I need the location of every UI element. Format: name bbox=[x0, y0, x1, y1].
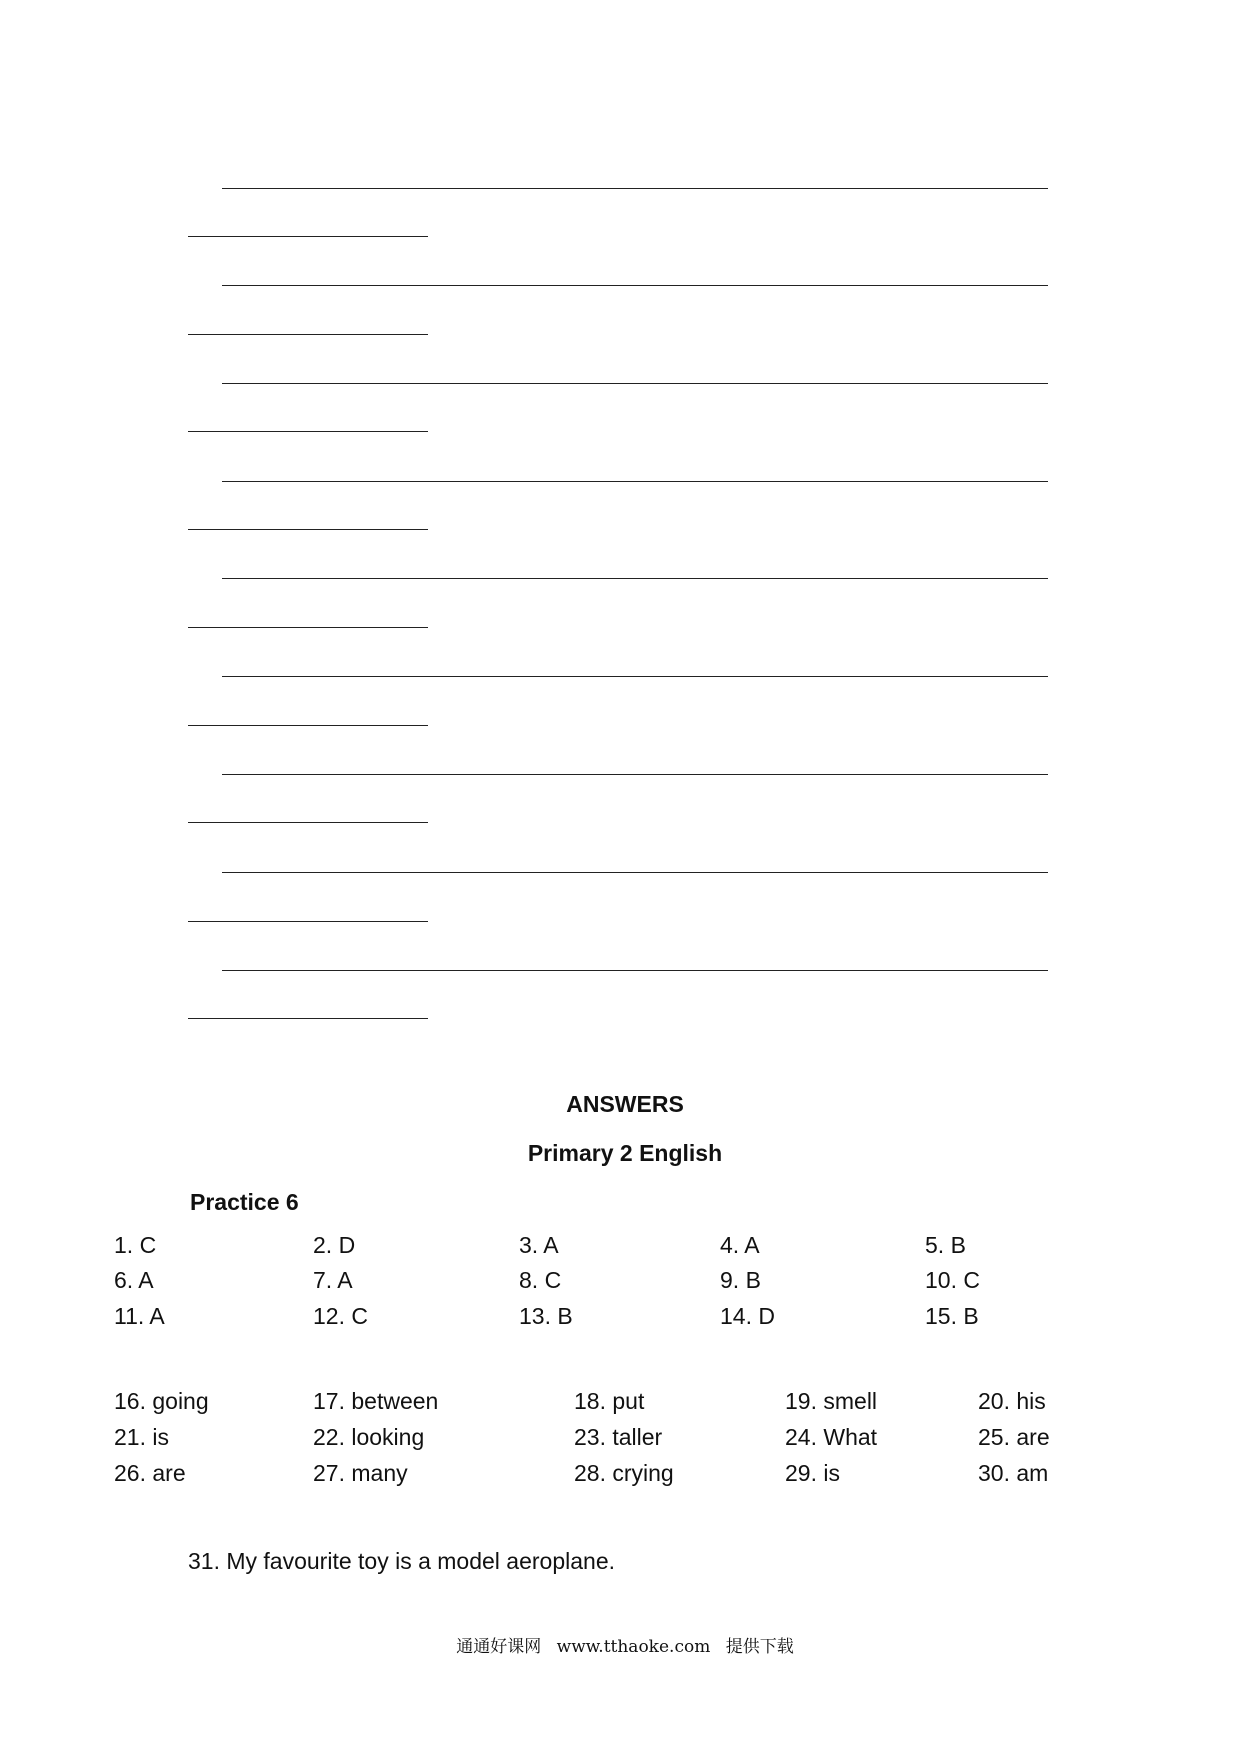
answer-item: 1. C bbox=[114, 1232, 157, 1258]
answer-item: 28. crying bbox=[574, 1460, 674, 1486]
answer-item: 8. C bbox=[519, 1267, 562, 1293]
answer-item: 10. C bbox=[925, 1267, 980, 1293]
writing-line bbox=[188, 822, 428, 823]
answer-item: 25. are bbox=[978, 1424, 1050, 1450]
answer-31: 31. My favourite toy is a model aeroplane. bbox=[188, 1548, 616, 1574]
writing-line bbox=[222, 970, 1048, 971]
practice-label: Practice 6 bbox=[190, 1189, 299, 1215]
answer-item: 15. B bbox=[925, 1303, 979, 1329]
answer-item: 3. A bbox=[519, 1232, 559, 1258]
answer-item: 27. many bbox=[313, 1460, 408, 1486]
writing-line bbox=[188, 627, 428, 628]
answer-item: 22. looking bbox=[313, 1424, 425, 1450]
writing-line bbox=[222, 285, 1048, 286]
writing-line bbox=[222, 578, 1048, 579]
answer-item: 18. put bbox=[574, 1388, 645, 1414]
answer-item: 23. taller bbox=[574, 1424, 663, 1450]
answer-item: 12. C bbox=[313, 1303, 368, 1329]
answer-item: 6. A bbox=[114, 1267, 154, 1293]
writing-line bbox=[188, 334, 428, 335]
writing-line bbox=[222, 188, 1048, 189]
answer-item: 13. B bbox=[519, 1303, 573, 1329]
answer-item: 2. D bbox=[313, 1232, 356, 1258]
footer-url: www.tthaoke.com bbox=[556, 1637, 711, 1657]
answer-item: 7. A bbox=[313, 1267, 353, 1293]
answer-item: 16. going bbox=[114, 1388, 209, 1414]
answer-item: 9. B bbox=[720, 1267, 761, 1293]
answer-item: 21. is bbox=[114, 1424, 169, 1450]
footer-suffix: 提供下载 bbox=[725, 1637, 794, 1657]
writing-line bbox=[188, 725, 428, 726]
answer-item: 24. What bbox=[785, 1424, 878, 1450]
answer-item: 26. are bbox=[114, 1460, 186, 1486]
answer-item: 29. is bbox=[785, 1460, 840, 1486]
answer-item: 20. his bbox=[978, 1388, 1046, 1414]
answer-item: 5. B bbox=[925, 1232, 966, 1258]
answers-title: ANSWERS bbox=[566, 1091, 684, 1117]
writing-line bbox=[222, 383, 1048, 384]
writing-line bbox=[222, 872, 1048, 873]
answer-item: 30. am bbox=[978, 1460, 1049, 1486]
writing-line bbox=[222, 676, 1048, 677]
answer-item: 19. smell bbox=[785, 1388, 878, 1414]
answer-item: 11. A bbox=[114, 1303, 165, 1329]
writing-line bbox=[188, 1018, 428, 1019]
page-footer bbox=[0, 1632, 1240, 1657]
writing-line bbox=[188, 921, 428, 922]
answer-item: 17. between bbox=[313, 1388, 439, 1414]
writing-line bbox=[222, 481, 1048, 482]
writing-line bbox=[188, 529, 428, 530]
writing-line bbox=[188, 236, 428, 237]
answer-item: 14. D bbox=[720, 1303, 775, 1329]
writing-line bbox=[222, 774, 1048, 775]
writing-line bbox=[188, 431, 428, 432]
answers-subtitle: Primary 2 English bbox=[527, 1140, 723, 1166]
answer-item: 4. A bbox=[720, 1232, 760, 1258]
footer-site-name: 通通好课网 bbox=[456, 1637, 542, 1657]
